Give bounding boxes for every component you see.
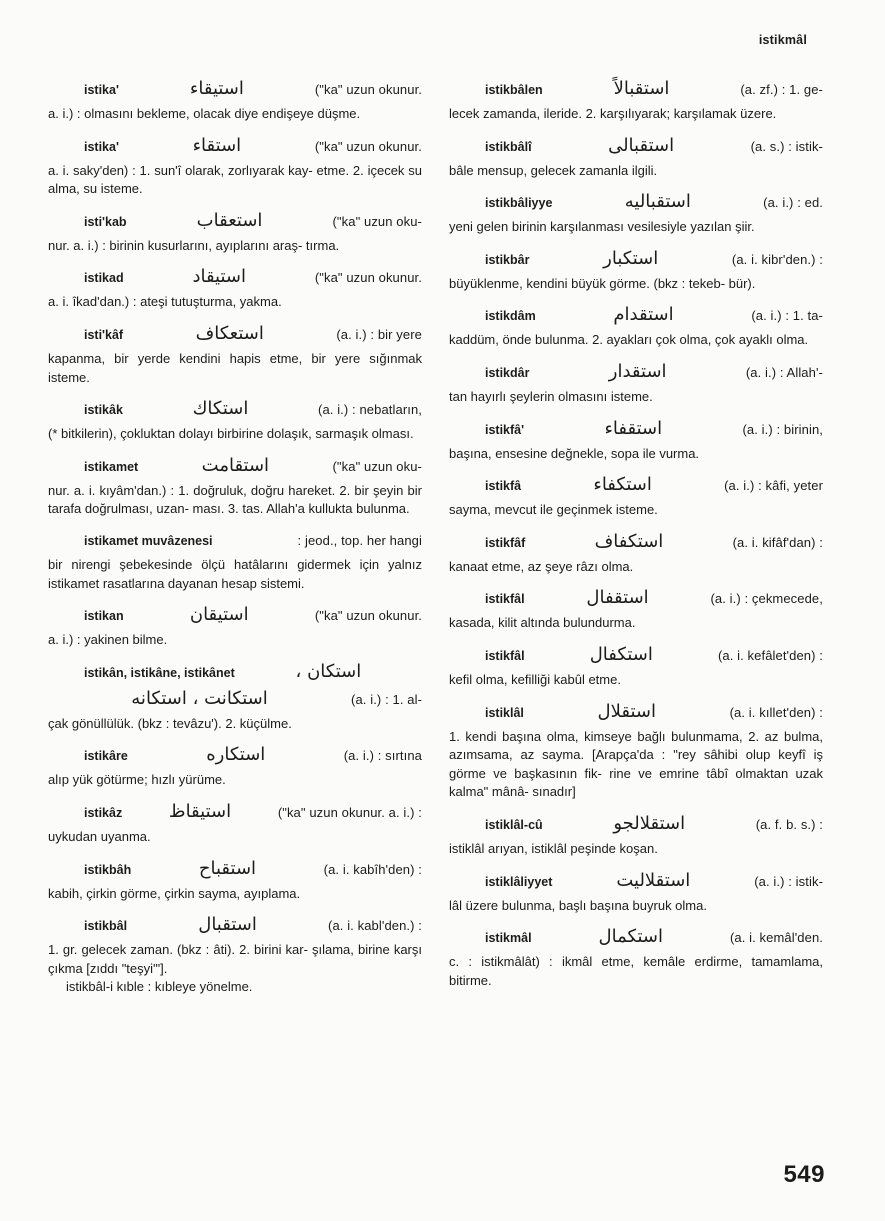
- entry-headline: [48, 744, 422, 767]
- entry-definition: nur. a. i. kıyâm'dan.) : 1. doğruluk, doğru hareket. 2. bir şeyin bir tarafa doğrulması, uzan- ması. 3. tas. Allah'a kullukta bulunma.: [48, 482, 422, 517]
- dictionary-entry: [449, 474, 823, 520]
- headword: istikfâf: [485, 535, 526, 550]
- dictionary-entry: [449, 870, 823, 916]
- headword: istikbâlen: [485, 83, 543, 97]
- dictionary-entry: [48, 398, 422, 444]
- headword: istikfâl: [485, 592, 525, 607]
- entry-definition: alıp yük götürme; hızlı yürüme.: [48, 772, 226, 788]
- entry-headline: [449, 701, 823, 724]
- entry-definition: kapanma, bir yerde kendini hapis etme, bir yere sığınmak isteme.: [48, 350, 422, 385]
- dictionary-entry: [449, 361, 823, 407]
- headword: istikâz: [84, 805, 123, 820]
- arabic-script: استيقاد: [192, 266, 246, 288]
- entry-headline: [48, 801, 422, 824]
- entry-gloss-start: ("ka" uzun okunur.: [314, 608, 422, 624]
- entry-headline: [48, 914, 422, 937]
- entry-gloss-start: (a. i. kibr'den.) :: [731, 251, 823, 267]
- entry-definition: a. i.) : yakinen bilme.: [48, 632, 168, 648]
- entry-gloss-start: (a. i. kıllet'den) :: [729, 704, 823, 720]
- entry-headline: [449, 926, 823, 949]
- entry-headline: [48, 210, 422, 233]
- entry-headline: [48, 858, 422, 881]
- entry-gloss-start: (a. i. kefâlet'den) :: [717, 647, 823, 663]
- headword: istikamet: [84, 459, 139, 474]
- headword: istiklâliyyet: [485, 874, 553, 889]
- headword: isti'kâf: [84, 327, 124, 342]
- entry-gloss-start: (a. f. b. s.) :: [755, 816, 823, 832]
- arabic-script: استعكاف: [195, 322, 264, 344]
- headword: istika': [84, 83, 119, 97]
- entry-definition: yeni gelen birinin karşılanması vesilesiyle yazılan şiir.: [449, 219, 755, 235]
- dictionary-entry: [48, 801, 422, 847]
- arabic-script: استقلال: [597, 700, 656, 722]
- entry-gloss-start: (a. i.) : Allah'-: [745, 364, 823, 380]
- entry-headline: [48, 398, 422, 421]
- entry-gloss-start: (a. i.) : kâfi, yeter: [724, 478, 823, 494]
- dictionary-entry: [449, 587, 823, 633]
- dictionary-entry: [449, 531, 823, 577]
- entry-headline: [48, 135, 422, 158]
- arabic-script: استكفاء: [593, 474, 652, 496]
- headword: istikdâm: [485, 309, 536, 324]
- headword: istikbâr: [485, 252, 530, 267]
- arabic-script: استقبالى: [608, 134, 675, 156]
- entry-gloss-start: (a. i. kabîh'den) :: [323, 861, 422, 877]
- entry-definition: bâle mensup, gelecek zamanla ilgili.: [449, 162, 658, 178]
- entry-gloss-start: (a. zf.) : 1. ge-: [740, 82, 823, 97]
- running-header: istikmâl: [758, 33, 807, 47]
- entry-headline: [449, 135, 823, 158]
- entry-headline: [449, 587, 823, 610]
- left-column: [48, 78, 422, 1008]
- headword: istikbâliyye: [485, 196, 553, 211]
- entry-definition: kanaat etme, az şeye râzı olma.: [449, 558, 634, 574]
- entry-definition: uykudan uyanma.: [48, 828, 151, 844]
- entry-gloss-start: (a. i.) : birinin,: [742, 421, 823, 437]
- entry-gloss-start: (a. i. kabl'den.) :: [328, 918, 422, 934]
- arabic-script: استقامت: [201, 454, 270, 476]
- entry-definition: sayma, mevcut ile geçinmek isteme.: [449, 502, 658, 518]
- entry-definition: 1. gr. gelecek zaman. (bkz : âti). 2. birini kar- şılama, birine karşı çıkma [zıddı "teşyi'"].: [48, 942, 422, 976]
- dictionary-entry: [48, 688, 422, 734]
- dictionary-entry: [48, 661, 422, 684]
- entry-definition: başına, ensesine değnekle, sopa ile vurma.: [449, 445, 700, 461]
- headword: istiklâl-cû: [485, 817, 543, 832]
- entry-headline: [48, 530, 422, 552]
- entry-gloss-start: ("ka" uzun oku-: [332, 458, 422, 474]
- dictionary-entry: [449, 701, 823, 802]
- entry-definition: çak gönüllülük. (bkz : tevâzu'). 2. küçülme.: [48, 715, 292, 731]
- entry-gloss-start: ("ka" uzun okunur. a. i.) :: [277, 804, 422, 820]
- sub-entry: istikbâl-i kıble : kıbleye yönelme.: [66, 979, 253, 995]
- entry-headline: [48, 455, 422, 478]
- headword: istikdâr: [485, 365, 530, 380]
- dictionary-entry: [48, 78, 422, 124]
- headword: istikâk: [84, 403, 123, 418]
- entry-gloss-start: (a. i.) : 1. al-: [351, 691, 422, 707]
- arabic-script: استقاء: [192, 134, 242, 156]
- entry-gloss-start: (a. i.) : istik-: [754, 873, 823, 889]
- arabic-script: استيقان: [189, 604, 249, 626]
- entry-headline: [449, 870, 823, 893]
- headword: istikad: [84, 271, 124, 286]
- dictionary-entry: [48, 266, 422, 312]
- entry-headline: [449, 474, 823, 497]
- arabic-script: استكبار: [603, 247, 659, 269]
- headword: istikbâh: [84, 862, 132, 877]
- headword: istikbâlî: [485, 139, 532, 154]
- arabic-script: استكفال: [589, 643, 653, 665]
- arabic-script: استكمال: [598, 926, 663, 948]
- headword: istikbâl: [84, 919, 128, 934]
- dictionary-entry: [48, 455, 422, 519]
- headword: istikamet muvâzenesi: [84, 533, 213, 548]
- entry-headline: [48, 323, 422, 346]
- entry-headline: [449, 191, 823, 214]
- dictionary-entry: [449, 418, 823, 464]
- arabic-script: استعقاب: [196, 209, 263, 231]
- arabic-script: استيقاظ: [168, 800, 232, 822]
- entry-headline: [449, 78, 823, 101]
- entry-gloss-start: : jeod., top. her hangi: [297, 532, 422, 548]
- arabic-script: استقباليه: [624, 191, 691, 213]
- headword: istika': [84, 139, 119, 154]
- dictionary-entry: [48, 210, 422, 256]
- dictionary-entry: [449, 304, 823, 350]
- entry-headline: [48, 266, 422, 289]
- entry-headline: [449, 304, 823, 327]
- entry-gloss-start: ("ka" uzun okunur.: [314, 270, 422, 286]
- entry-headline: [48, 661, 422, 684]
- entry-definition: c. : istikmâlât) : ikmâl etme, kemâle erdirme, tamamlama, bitirme.: [449, 954, 823, 988]
- headword: istikan: [84, 609, 124, 624]
- headword: istikân, istikâne, istikânet: [84, 665, 235, 680]
- entry-headline: [48, 604, 422, 627]
- entry-headline: [449, 813, 823, 836]
- arabic-script: استقلاليت: [616, 869, 691, 891]
- dictionary-entry: [48, 323, 422, 387]
- entry-definition: büyüklenme, kendini büyük görme. (bkz : tekeb- bür).: [449, 275, 756, 291]
- dictionary-entry: [449, 926, 823, 990]
- arabic-script: استقبالاً: [613, 78, 670, 99]
- page-number: 549: [783, 1161, 825, 1188]
- dictionary-entry: [48, 135, 422, 199]
- dictionary-entry: [449, 644, 823, 690]
- arabic-script: استقلالجو: [613, 812, 686, 834]
- dictionary-entry: [48, 914, 422, 997]
- entry-definition: tan hayırlı şeylerin olmasını isteme.: [449, 388, 653, 404]
- entry-gloss-start: (a. i.) : sırtına: [343, 748, 422, 764]
- dictionary-entry: [449, 135, 823, 181]
- entry-definition: nur. a. i.) : birinin kusurlarını, ayıplarını araş- tırma.: [48, 237, 340, 253]
- entry-definition: bir nirengi şebekesinde ölçü hatâlarını gidermek için yalnız istikamet rasatlarına dayanan hesap sistemi.: [48, 556, 422, 591]
- dictionary-entry: [48, 744, 422, 790]
- arabic-script: استكاك: [192, 398, 249, 420]
- headword: istikfâl: [485, 648, 525, 663]
- right-column: [449, 78, 823, 1001]
- arabic-script: استقفال: [586, 587, 649, 609]
- headword: istikfâ: [485, 479, 522, 494]
- arabic-script: استقدار: [608, 360, 667, 382]
- entry-gloss-start: (a. i. kemâl'den.: [729, 930, 823, 946]
- arabic-script: استقفاء: [604, 417, 663, 439]
- entry-definition: kabih, çirkin görme, çirkin sayma, ayıplama.: [48, 885, 301, 901]
- arabic-script: استيقاء: [189, 78, 244, 99]
- entry-definition: (* bitkilerin), çokluktan dolayı birbirine dolaşık, sarmaşık olması.: [48, 426, 414, 442]
- entry-gloss-start: ("ka" uzun okunur.: [314, 82, 422, 97]
- headword: istikmâl: [485, 931, 532, 946]
- entry-definition: a. i. îkad'dan.) : ateşi tutuşturma, yakma.: [48, 294, 282, 310]
- entry-headline: [449, 644, 823, 667]
- entry-headline: [449, 361, 823, 384]
- arabic-script: استكفاف: [594, 530, 664, 552]
- dictionary-entry: [48, 858, 422, 904]
- headword: istikfâ': [485, 422, 525, 437]
- dictionary-entry: [48, 604, 422, 650]
- entry-gloss-start: ("ka" uzun okunur.: [314, 138, 422, 154]
- arabic-script: استقبال: [198, 914, 257, 936]
- entry-gloss-start: ("ka" uzun oku-: [332, 213, 422, 229]
- dictionary-entry: [449, 78, 823, 124]
- arabic-script: استكان ،: [295, 660, 362, 682]
- arabic-script: استقدام: [613, 304, 674, 326]
- dictionary-entry: [449, 813, 823, 859]
- entry-headline: [449, 418, 823, 441]
- headword: istiklâl: [485, 705, 524, 720]
- entry-definition: 1. kendi başına olma, kimseye bağlı bulunmama, 2. az bulma, azımsama, az sayma. [Arapça'da : "rey sâhibi olup keyfî iş görme ve başkasının fik- rine ve emrine tâbî olmaktan uzak kalma" mânâ- sınadır]: [449, 728, 823, 800]
- entry-gloss-start: (a. i.) : bir yere: [336, 326, 422, 342]
- entry-definition: a. i. saky'den) : 1. sun'î olarak, zorlıyarak kay- etme. 2. içecek su alma, su isteme.: [48, 162, 422, 197]
- entry-definition: kaddüm, önde bulunma. 2. ayakları çok olma, çok ayaklı olma.: [449, 332, 809, 348]
- headword: istikâre: [84, 749, 128, 764]
- entry-definition: a. i.) : olmasını bekleme, olacak diye endişeye düşme.: [48, 106, 361, 121]
- entry-headline: [449, 248, 823, 271]
- entry-definition: lecek zamanda, ileride. 2. karşılıyarak; karşılamak üzere.: [449, 106, 777, 121]
- arabic-script: استكانت ، استكانه: [131, 687, 268, 709]
- entry-headline: [449, 531, 823, 554]
- entry-definition: istiklâl arıyan, istiklâl peşinde koşan.: [449, 840, 658, 856]
- entry-headline: [48, 78, 422, 101]
- headword: isti'kab: [84, 214, 127, 229]
- entry-gloss-start: (a. i.) : çekmecede,: [710, 591, 823, 607]
- entry-gloss-start: (a. i. kifâf'dan) :: [732, 534, 823, 550]
- entry-definition: kefil olma, kefilliği kabûl etme.: [449, 671, 621, 687]
- entry-gloss-start: (a. i.) : nebatların,: [318, 402, 422, 418]
- entry-gloss-start: (a. s.) : istik-: [750, 138, 823, 154]
- entry-definition: kasada, kilit altında bulundurma.: [449, 615, 636, 631]
- entry-definition: lâl üzere bulunma, başlı başına buyruk olma.: [449, 897, 707, 913]
- dictionary-entry: [48, 530, 422, 593]
- dictionary-entry: [449, 191, 823, 237]
- entry-headline: [48, 688, 422, 711]
- entry-gloss-start: (a. i.) : ed.: [763, 195, 823, 211]
- arabic-script: استقباح: [198, 857, 257, 879]
- arabic-script: استكاره: [206, 744, 266, 766]
- dictionary-entry: [449, 248, 823, 294]
- entry-gloss-start: (a. i.) : 1. ta-: [751, 308, 823, 324]
